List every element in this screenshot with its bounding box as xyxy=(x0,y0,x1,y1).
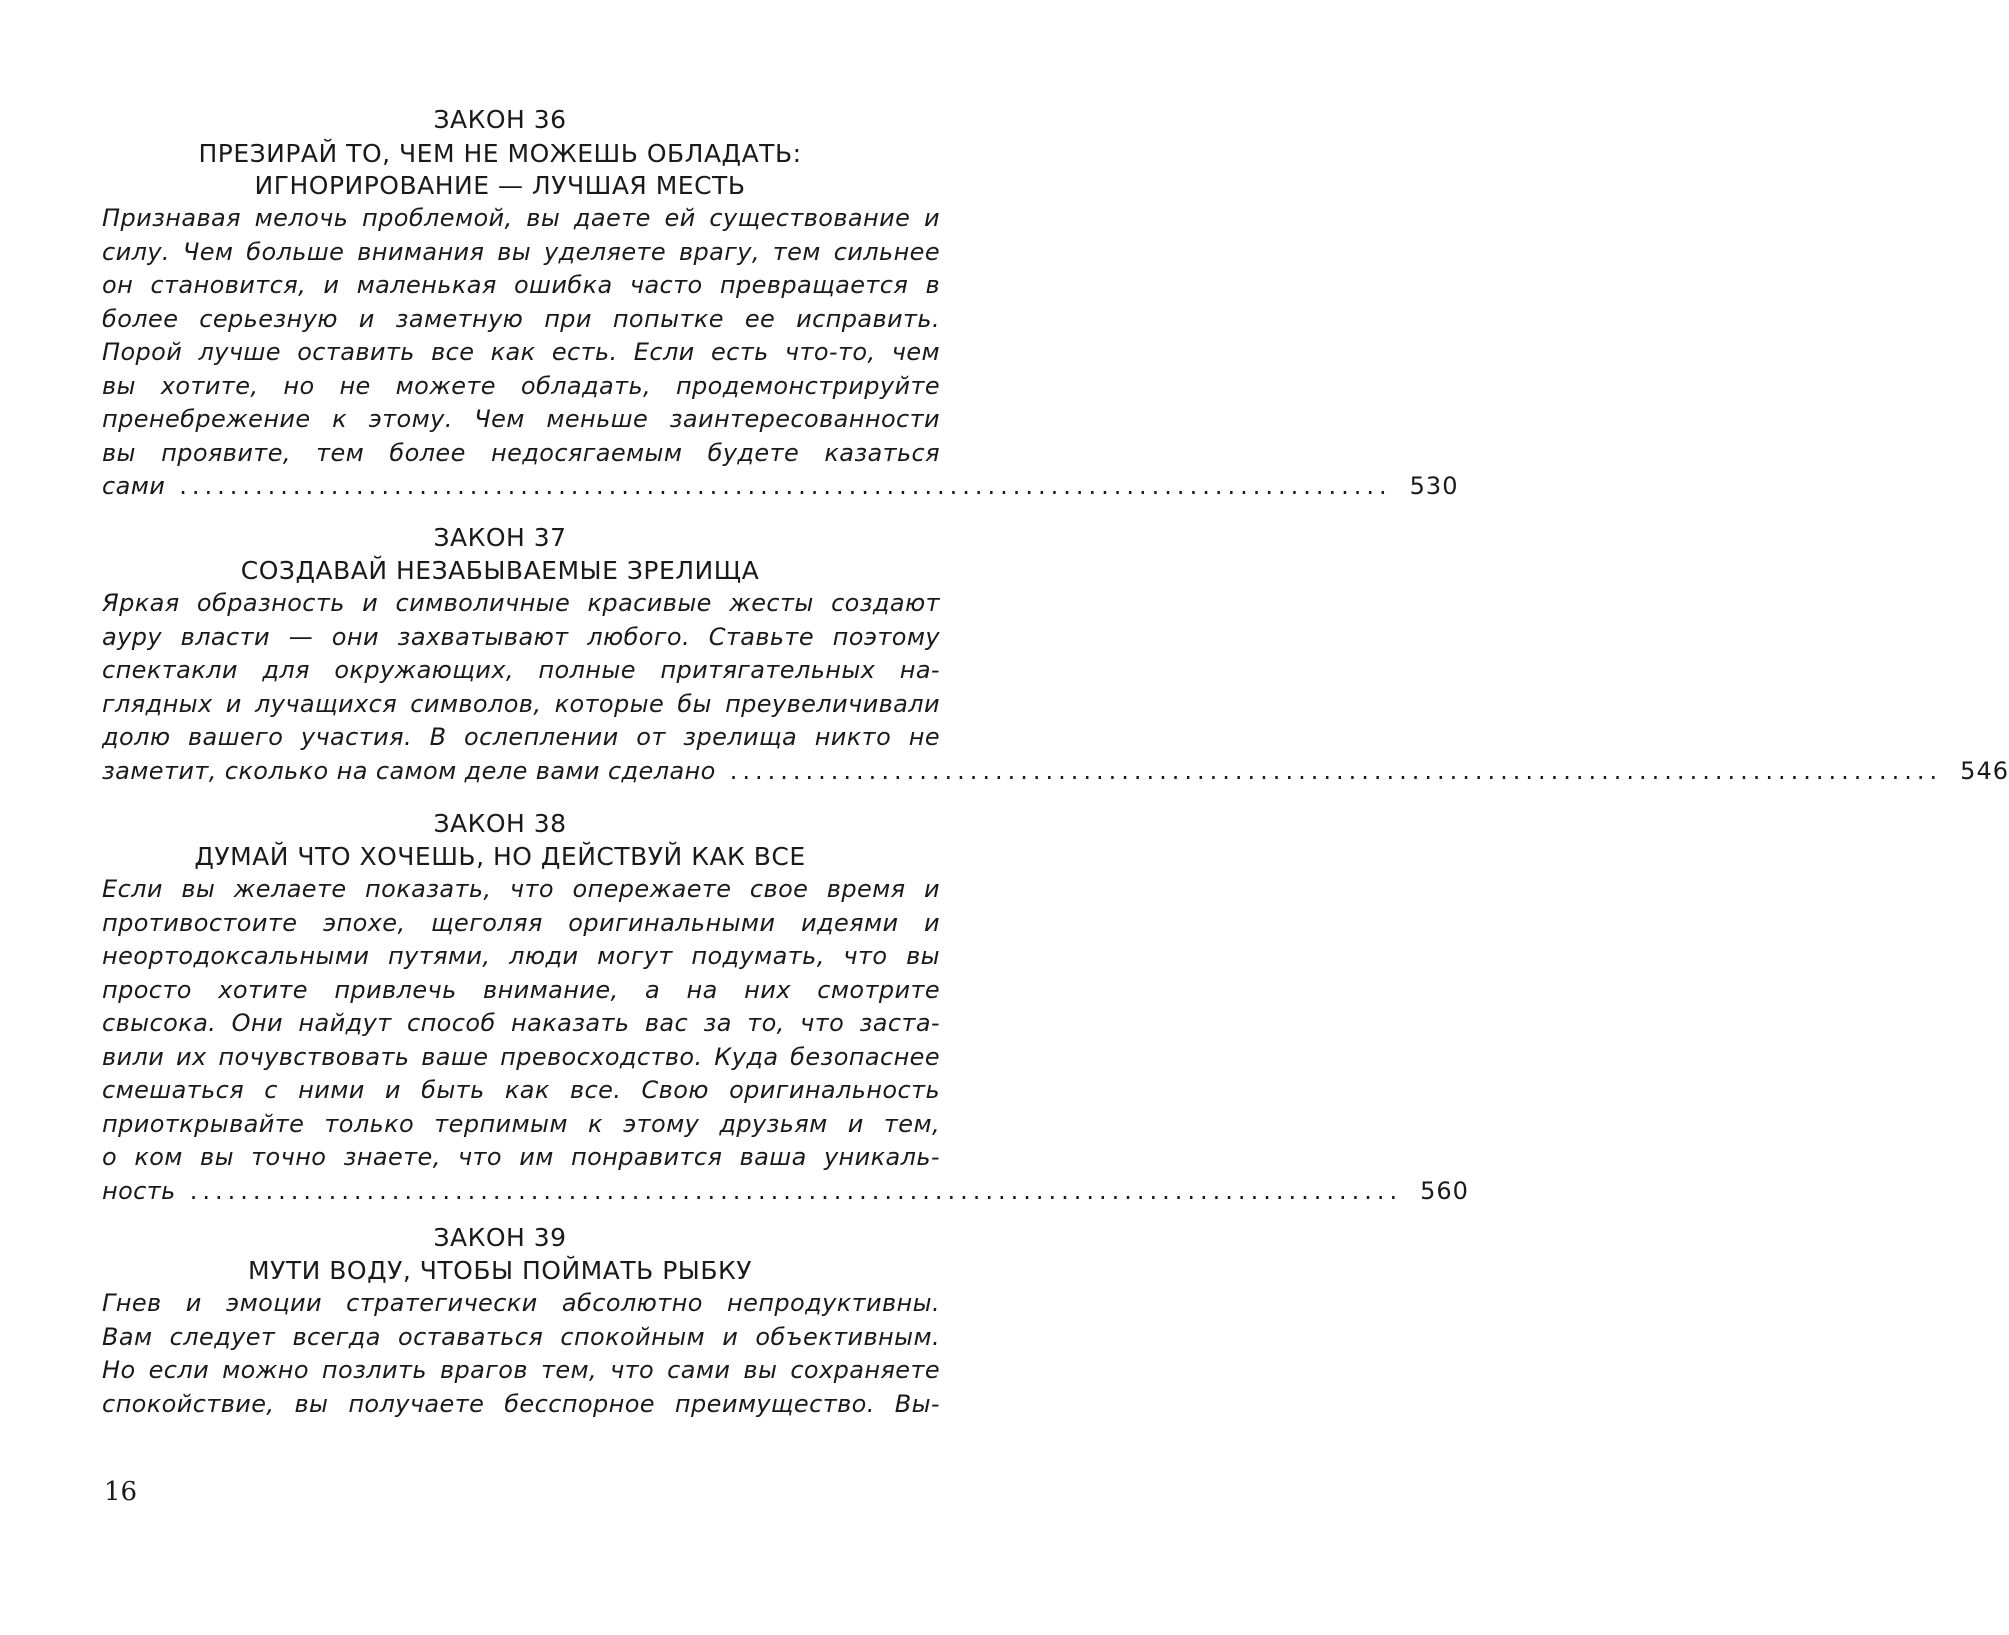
page-reference: 546 xyxy=(1960,756,2009,785)
toc-entry-line xyxy=(102,1175,1469,1209)
law-description xyxy=(102,587,2009,788)
law-number: ЗАКОН 39 xyxy=(433,1223,567,1252)
page-reference: 530 xyxy=(1409,472,1459,500)
law-title: ИГНОРИРОВАНИЕ — ЛУЧШАЯ МЕСТЬ xyxy=(254,171,746,200)
law-description xyxy=(102,1287,940,1421)
text-line: заметит, сколько на самом деле вами сделано xyxy=(102,756,716,785)
text-line: он становится, и маленькая ошибка часто превращается в xyxy=(102,271,940,299)
text-line: вы проявите, тем более недосягаемым будете казаться xyxy=(102,438,940,467)
text-line: ность xyxy=(102,1176,176,1205)
law-title: ДУМАЙ ЧТО ХОЧЕШЬ, НО ДЕЙСТВУЙ КАК ВСЕ xyxy=(194,842,806,871)
text-line: просто хотите привлечь внимание, а на них смотрите xyxy=(102,975,940,1004)
text-line: приоткрывайте только терпимым к этому друзьям и тем, xyxy=(102,1109,940,1138)
text-line: глядных и лучащихся символов, которые бы преувеличивали xyxy=(102,689,940,718)
text-line: силу. Чем больше внимания вы уделяете врагу, тем сильнее xyxy=(102,237,940,266)
law-title: МУТИ ВОДУ, ЧТОБЫ ПОЙМАТЬ РЫБКУ xyxy=(248,1256,752,1285)
text-line: противостоите эпохе, щеголяя оригинальными идеями и xyxy=(102,908,940,937)
law-description xyxy=(102,873,1469,1208)
dot-leader: ................................................................................................ xyxy=(729,756,1943,785)
text-line: ауру власти — они захватывают любого. Ставьте поэтому xyxy=(102,622,940,651)
law-description xyxy=(102,202,1459,504)
text-line: смешаться с ними и быть как все. Свою оригинальность xyxy=(102,1076,940,1104)
law-title: ПРЕЗИРАЙ ТО, ЧЕМ НЕ МОЖЕШЬ ОБЛАДАТЬ: xyxy=(198,139,802,168)
page-number: 16 xyxy=(104,1477,138,1507)
text-line: Гнев и эмоции стратегически абсолютно непродуктивны. xyxy=(102,1289,940,1317)
text-line: Но если можно позлить врагов тем, что сами вы сохраняете xyxy=(102,1356,940,1384)
text-line: вили их почувствовать ваше превосходство. Куда безопаснее xyxy=(102,1042,940,1071)
text-line: Признавая мелочь проблемой, вы даете ей существование и xyxy=(102,204,940,232)
text-line: Если вы желаете показать, что опережаете свое время и xyxy=(102,875,940,903)
text-line: долю вашего участия. В ослеплении от зрелища никто не xyxy=(102,723,940,751)
law-number: ЗАКОН 38 xyxy=(433,809,567,838)
text-line: неортодоксальными путями, люди могут подумать, что вы xyxy=(102,942,940,970)
text-line: Вам следует всегда оставаться спокойным и объективным. xyxy=(102,1322,940,1351)
text-line: о ком вы точно знаете, что им понравится ваша уникаль- xyxy=(102,1143,940,1171)
law-number: ЗАКОН 37 xyxy=(433,523,567,552)
dot-leader: ................................................................................................ xyxy=(179,472,1392,500)
dot-leader: ................................................................................................ xyxy=(189,1176,1403,1205)
text-line: Яркая образность и символичные красивые жесты создают xyxy=(102,589,940,617)
text-line: пренебрежение к этому. Чем меньше заинтересованности xyxy=(102,405,940,433)
text-line: спектакли для окружающих, полные притягательных на- xyxy=(102,656,940,684)
text-line: вы хотите, но не можете обладать, продемонстрируйте xyxy=(102,371,940,400)
page-reference: 560 xyxy=(1420,1176,1469,1205)
law-number: ЗАКОН 36 xyxy=(433,105,567,134)
law-title: СОЗДАВАЙ НЕЗАБЫВАЕМЫЕ ЗРЕЛИЩА xyxy=(240,556,760,585)
text-line: Порой лучше оставить все как есть. Если есть что-то, чем xyxy=(102,338,940,366)
text-line: свысока. Они найдут способ наказать вас за то, что заста- xyxy=(102,1009,940,1037)
toc-entry-line xyxy=(102,470,1459,504)
text-line: более серьезную и заметную при попытке ее исправить. xyxy=(102,304,940,333)
text-line: спокойствие, вы получаете бесспорное преимущество. Вы- xyxy=(102,1389,940,1418)
text-line: сами xyxy=(102,472,166,500)
toc-entry-line xyxy=(102,755,2009,789)
